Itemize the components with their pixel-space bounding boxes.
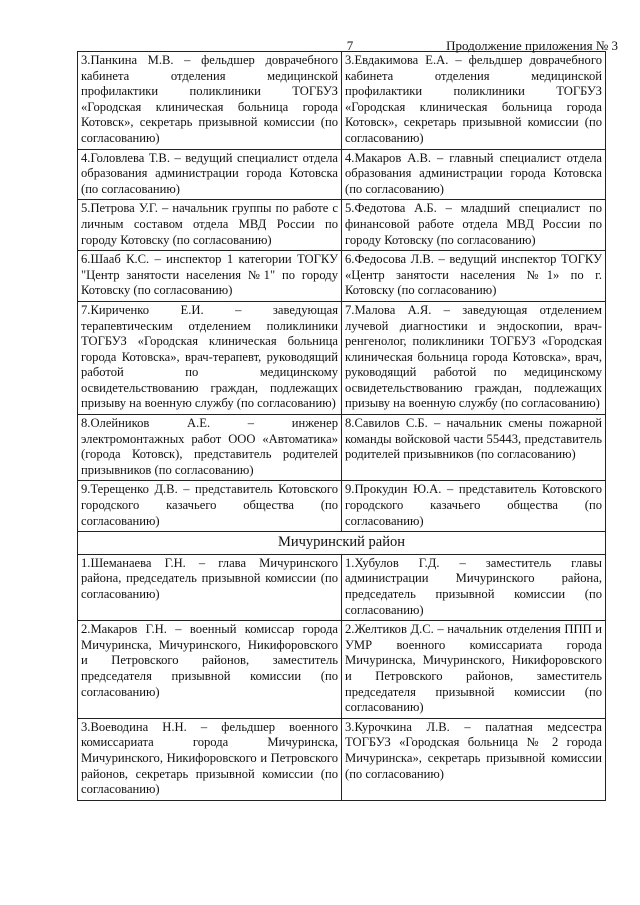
reserve-member-cell: 4.Макаров А.В. – главный специалист отдела образования администрации города Котовска (по согласованию) — [342, 149, 606, 200]
reserve-member-cell: 2.Желтиков Д.С. – начальник отделения ППП и УМР военного комиссариата города Мичуринска, Мичуринского, Никифоровского и Петровского районов, заместитель председателя призывной комиссии (по согласованию) — [342, 621, 606, 719]
commission-table — [77, 51, 606, 801]
reserve-member-cell: 3.Курочкина Л.В. – палатная медсестра ТОГБУЗ «Городская больница № 2 города Мичуринска», секретарь призывной комиссии (по согласованию) — [342, 718, 606, 800]
reserve-member-cell: 6.Федосова Л.В. – ведущий инспектор ТОГКУ «Центр занятости населения №1» по г. Котовску (по согласованию) — [342, 251, 606, 302]
section-header-row — [78, 532, 606, 555]
primary-member-cell: 8.Олейников А.Е. – инженер электромонтажных работ ООО «Автоматика» (города Котовск), представитель родителей призывников (по согласованию) — [78, 415, 342, 481]
table-row — [78, 200, 606, 251]
primary-member-cell: 9.Терещенко Д.В. – представитель Котовского городского казачьего общества (по согласованию) — [78, 481, 342, 532]
page-number: 7 — [346, 38, 354, 53]
primary-member-cell: 2.Макаров Г.Н. – военный комиссар города Мичуринска, Мичуринского, Никифоровского и Петровского районов, заместитель председателя призывной комиссии (по согласованию) — [78, 621, 342, 719]
primary-member-cell: 5.Петрова У.Г. – начальник группы по работе с личным составом отдела МВД России по городу Котовску (по согласованию) — [78, 200, 342, 251]
table-row — [78, 301, 606, 414]
primary-member-cell: 3.Панкина М.В. – фельдшер доврачебного кабинета отделения медицинской профилактики поликлиники ТОГБУЗ «Городская клиническая больница города Котовск», секретарь призывной комиссии (по согласованию) — [78, 52, 342, 150]
table-row — [78, 481, 606, 532]
reserve-member-cell: 5.Федотова А.Б. – младший специалист по финансовой работе отдела МВД России по городу Котовску (по согласованию) — [342, 200, 606, 251]
table-row — [78, 52, 606, 150]
reserve-member-cell: 1.Хубулов Г.Д. – заместитель главы администрации Мичуринского района, председатель призывной комиссии (по согласованию) — [342, 554, 606, 620]
primary-member-cell: 7.Кириченко Е.И. – заведующая терапевтическим отделением поликлиники ТОГБУЗ «Городская клиническая больница города Котовска», врач-терапевт, руководящий работой по медицинскому освидетельствованию граждан, подлежащих призыву на военную службу (по согласованию) — [78, 301, 342, 414]
table-row — [78, 251, 606, 302]
table-row — [78, 554, 606, 620]
reserve-member-cell: 9.Прокудин Ю.А. – представитель Котовского городского казачьего общества (по согласованию) — [342, 481, 606, 532]
primary-member-cell: 3.Воеводина Н.Н. – фельдшер военного комиссариата города Мичуринска, Мичуринского, Никифоровского и Петровского районов, секретарь призывной комиссии (по согласованию) — [78, 718, 342, 800]
table-row — [78, 621, 606, 719]
primary-member-cell: 1.Шеманаева Г.Н. – глава Мичуринского района, председатель призывной комиссии (по согласованию) — [78, 554, 342, 620]
reserve-member-cell: 3.Евдакимова Е.А. – фельдшер доврачебного кабинета отделения медицинской профилактики поликлиники ТОГБУЗ «Городская клиническая больница города Котовск», секретарь призывной комиссии (по согласованию) — [342, 52, 606, 150]
primary-member-cell: 4.Головлева Т.В. – ведущий специалист отдела образования администрации города Котовска (по согласованию) — [78, 149, 342, 200]
section-title: Мичуринский район — [78, 532, 606, 555]
reserve-member-cell: 7.Малова А.Я. – заведующая отделением лучевой диагностики и эндоскопии, врач-ренгенолог, поликлиники ТОГБУЗ «Городская клиническая больница города Котовска», врач, руководящий работой по медицинскому освидетельствованию граждан, подлежащих призыву на военную службу (по согласованию) — [342, 301, 606, 414]
primary-member-cell: 6.Шааб К.С. – инспектор 1 категории ТОГКУ "Центр занятости населения №1" по городу Котовску (по согласованию) — [78, 251, 342, 302]
reserve-member-cell: 8.Савилов С.Б. – начальник смены пожарной команды войсковой части 55443, представитель родителей призывников (по согласованию) — [342, 415, 606, 481]
continuation-label: Продолжение приложения № 3 — [446, 38, 618, 53]
table-row — [78, 415, 606, 481]
table-row — [78, 718, 606, 800]
table-row — [78, 149, 606, 200]
